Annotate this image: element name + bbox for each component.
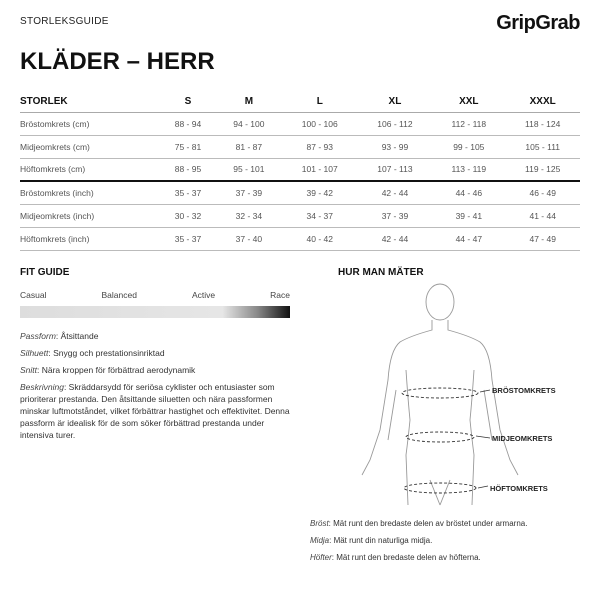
fit-silhouette: Silhuett: Snygg och prestationsinriktad xyxy=(20,348,165,358)
kicker: STORLEKSGUIDE xyxy=(20,16,109,27)
label-chest: BRÖSTOMKRETS xyxy=(492,386,556,395)
table-cell: 35 - 37 xyxy=(160,181,216,204)
how-to-details xyxy=(310,518,600,564)
table-cell: 39 - 42 xyxy=(282,181,358,204)
table-cell: 37 - 39 xyxy=(216,181,282,204)
label-hips: HÖFTOMKRETS xyxy=(490,484,548,493)
table-cell: 44 - 46 xyxy=(432,181,505,204)
fit-gradient-bar xyxy=(20,306,290,318)
body-figure-illustration xyxy=(330,280,600,515)
row-label: Höftomkrets (cm) xyxy=(20,158,160,181)
table-cell: 34 - 37 xyxy=(282,204,358,227)
scale-race: Race xyxy=(270,290,290,300)
table-cell: 30 - 32 xyxy=(160,204,216,227)
column-header: STORLEK xyxy=(20,92,160,112)
size-table xyxy=(20,92,580,251)
how-to-title: HUR MAN MÄTER xyxy=(338,267,424,278)
fit-passform: Passform: Åtsittande xyxy=(20,331,99,341)
scale-balanced: Balanced xyxy=(101,290,137,300)
table-row xyxy=(20,204,580,227)
table-cell: 118 - 124 xyxy=(505,112,580,135)
table-row xyxy=(20,112,580,135)
table-cell: 112 - 118 xyxy=(432,112,505,135)
column-header: XL xyxy=(358,92,433,112)
table-cell: 88 - 94 xyxy=(160,112,216,135)
row-label: Bröstomkrets (inch) xyxy=(20,181,160,204)
table-cell: 42 - 44 xyxy=(358,181,433,204)
table-cell: 93 - 99 xyxy=(358,135,433,158)
table-cell: 37 - 39 xyxy=(358,204,433,227)
table-cell: 106 - 112 xyxy=(358,112,433,135)
row-label: Höftomkrets (inch) xyxy=(20,227,160,250)
row-label: Bröstomkrets (cm) xyxy=(20,112,160,135)
table-cell: 37 - 40 xyxy=(216,227,282,250)
table-cell: 105 - 111 xyxy=(505,135,580,158)
table-cell: 32 - 34 xyxy=(216,204,282,227)
column-header: L xyxy=(282,92,358,112)
table-cell: 94 - 100 xyxy=(216,112,282,135)
table-cell: 87 - 93 xyxy=(282,135,358,158)
row-label: Midjeomkrets (cm) xyxy=(20,135,160,158)
table-row xyxy=(20,135,580,158)
column-header: XXXL xyxy=(505,92,580,112)
table-cell: 95 - 101 xyxy=(216,158,282,181)
label-waist: MIDJEOMKRETS xyxy=(492,434,553,443)
how-hips: Höfter: Mät runt den bredaste delen av höfterna. xyxy=(310,553,481,562)
table-row xyxy=(20,158,580,181)
table-cell: 35 - 37 xyxy=(160,227,216,250)
table-cell: 41 - 44 xyxy=(505,204,580,227)
row-label: Midjeomkrets (inch) xyxy=(20,204,160,227)
table-cell: 99 - 105 xyxy=(432,135,505,158)
table-cell: 42 - 44 xyxy=(358,227,433,250)
fit-guide-title: FIT GUIDE xyxy=(20,267,70,278)
table-cell: 40 - 42 xyxy=(282,227,358,250)
scale-active: Active xyxy=(191,290,216,300)
table-row xyxy=(20,181,580,204)
column-header: S xyxy=(160,92,216,112)
table-cell: 39 - 41 xyxy=(432,204,505,227)
table-row xyxy=(20,227,580,250)
table-cell: 46 - 49 xyxy=(505,181,580,204)
table-cell: 75 - 81 xyxy=(160,135,216,158)
column-header: M xyxy=(216,92,282,112)
table-cell: 101 - 107 xyxy=(282,158,358,181)
fit-details xyxy=(20,330,300,441)
table-cell: 107 - 113 xyxy=(358,158,433,181)
fit-description: Beskrivning: Skräddarsydd för seriösa cyklister och entusiaster som prioriterar prestanda. Den åtsittande siluetten och nära passformen minskar luftmotståndet, vilket förbättrar hastighet och effektivitet. Denna passform är idealisk för de som söker förbättrad prestanda under intensiva turer. xyxy=(20,382,290,440)
table-cell: 47 - 49 xyxy=(505,227,580,250)
gripgrab-logo: GripGrab xyxy=(496,12,580,34)
table-cell: 119 - 125 xyxy=(505,158,580,181)
table-cell: 81 - 87 xyxy=(216,135,282,158)
fit-scale xyxy=(20,290,290,300)
table-cell: 100 - 106 xyxy=(282,112,358,135)
table-cell: 44 - 47 xyxy=(432,227,505,250)
how-chest: Bröst: Mät runt den bredaste delen av bröstet under armarna. xyxy=(310,519,528,528)
table-header xyxy=(20,92,580,112)
table-cell: 113 - 119 xyxy=(432,158,505,181)
table-cell: 88 - 95 xyxy=(160,158,216,181)
column-header: XXL xyxy=(432,92,505,112)
page-title: KLÄDER – HERR xyxy=(20,48,215,75)
scale-casual: Casual xyxy=(20,290,47,300)
fit-cut: Snitt: Nära kroppen för förbättrad aerodynamik xyxy=(20,365,196,375)
how-waist: Midja: Mät runt din naturliga midja. xyxy=(310,536,433,545)
